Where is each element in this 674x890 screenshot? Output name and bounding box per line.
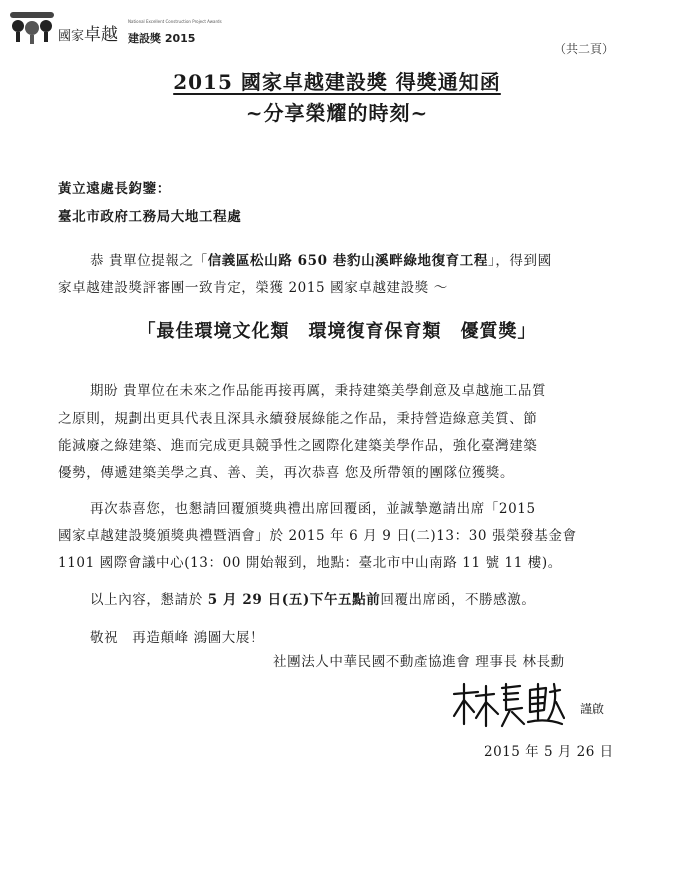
paragraph-1-line-1: 恭 貴單位提報之「信義區松山路 650 巷豹山溪畔綠地復育工程」，得到國 — [90, 253, 552, 269]
logo-lantern-icon — [8, 8, 56, 46]
logo-year: 建設獎 2015 — [128, 32, 196, 45]
document-subtitle: ~分享榮耀的時刻~ — [245, 101, 429, 125]
paragraph-1-line-2: 家卓越建設獎評審團一致肯定，榮獲 2015 國家卓越建設獎 ～ — [58, 280, 448, 296]
handwritten-signature — [450, 680, 565, 732]
recipient-name: 黃立遠處長鈞鑒： — [58, 181, 171, 197]
page-count: （共二頁） — [553, 42, 614, 56]
paragraph-4: 以上內容，懇請於 5 月 29 日(五)下午五點前回覆出席函，不勝感激。 — [90, 592, 536, 608]
recipient-org: 臺北市政府工務局大地工程處 — [58, 209, 242, 225]
reply-deadline: 5 月 29 日(五)下午五點前 — [207, 592, 381, 608]
paragraph-2-line-1: 期盼 貴單位在未來之作品能再接再厲，秉持建築美學創意及卓越施工品質 — [90, 383, 547, 399]
respectfully: 謹啟 — [580, 702, 605, 716]
logo — [8, 8, 222, 46]
project-name: 信義區松山路 650 巷豹山溪畔綠地復育工程 — [207, 253, 488, 269]
sender: 社團法人中華民國不動產協進會 理事長 林長勳 — [273, 654, 565, 670]
award-name: 「最佳環境文化類 環境復育保育類 優質獎」 — [137, 321, 537, 342]
letter-date: 2015 年 5 月 26 日 — [484, 744, 614, 760]
paragraph-3-line-2: 國家卓越建設獎頒獎典禮暨酒會」於 2015 年 6 月 9 日(二)13：30 張榮發基金會 — [58, 528, 577, 544]
paragraph-2-line-2: 之原則，規劃出更具代表且深具永續發展綠能之作品，秉持營造綠意美質、節 — [58, 411, 538, 427]
logo-tagline: National Excellent Construction Project Awards — [128, 19, 222, 24]
closing-greeting: 敬祝 再造顛峰 鴻圖大展！ — [90, 630, 265, 646]
paragraph-2-line-4: 優勢，傳遞建築美學之真、善、美，再次恭喜 您及所帶領的團隊位獲獎。 — [58, 465, 515, 481]
logo-text: 國家卓越 — [58, 25, 119, 45]
paragraph-3-line-3: 1101 國際會議中心(13：00 開始報到，地點：臺北市中山南路 11 號 11 樓)。 — [58, 555, 562, 571]
paragraph-3-line-1: 再次恭喜您，也懇請回覆頒獎典禮出席回覆函，並誠摯邀請出席「2015 — [90, 501, 536, 517]
document-title: 2015 國家卓越建設獎 得獎通知函 — [173, 70, 501, 94]
paragraph-2-line-3: 能減廢之綠建築、進而完成更具競爭性之國際化建築美學作品，強化臺灣建築 — [58, 438, 538, 454]
